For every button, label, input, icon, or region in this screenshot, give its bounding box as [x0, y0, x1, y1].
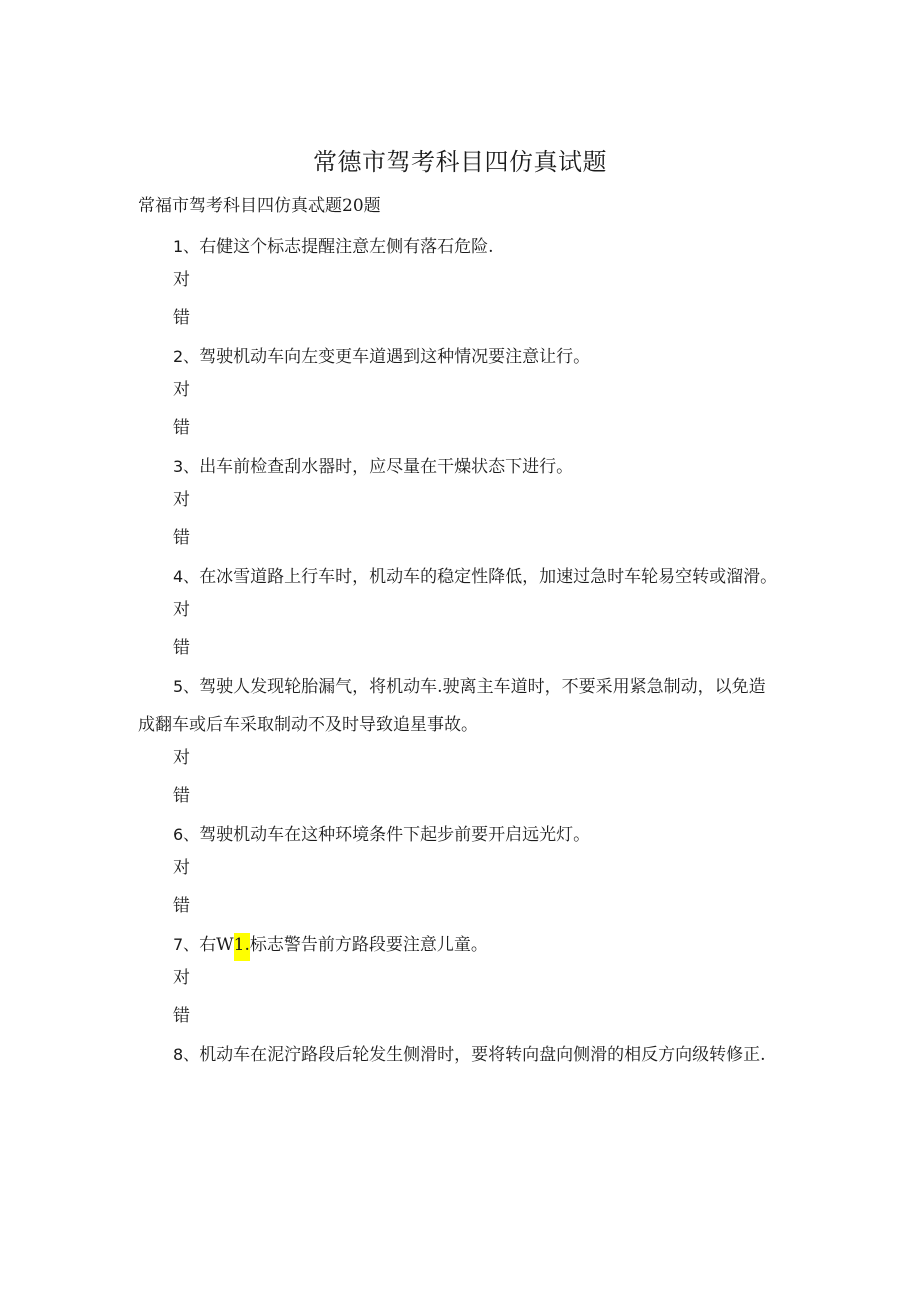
highlighted-text: 1. [234, 933, 250, 961]
question-text [138, 816, 778, 854]
document-title: 常德市驾考科目四仿真试题 [313, 148, 607, 176]
question-number: 5、 [173, 677, 200, 696]
question-8 [138, 1036, 778, 1074]
option-true[interactable]: 对 [173, 270, 190, 290]
question-body: 驾驶机动车在这种环境条件下起步前要开启远光灯。 [199, 825, 591, 845]
question-body-start: 右W [199, 935, 234, 955]
option-true[interactable]: 对 [173, 748, 190, 768]
question-body: 在冰雪道路上行车时，机动车的稳定性降低，加速过急时车轮易空转或溜滑。 [199, 567, 778, 587]
option-true[interactable]: 对 [173, 380, 190, 400]
option-true[interactable]: 对 [173, 600, 190, 620]
option-false[interactable]: 错 [173, 308, 190, 328]
option-false[interactable]: 错 [173, 1006, 190, 1026]
question-1 [138, 228, 778, 332]
option-true[interactable]: 对 [173, 968, 190, 988]
question-list [138, 228, 778, 1080]
question-6 [138, 816, 778, 920]
option-false[interactable]: 错 [173, 896, 190, 916]
question-number: 3、 [173, 457, 200, 476]
question-body-end: 标志警告前方路段要注意儿童。 [249, 935, 488, 955]
question-4 [138, 558, 778, 662]
question-number: 2、 [173, 347, 200, 366]
question-text [138, 448, 778, 486]
question-number: 1、 [173, 237, 200, 256]
option-false[interactable]: 错 [173, 528, 190, 548]
question-body: 出车前检查刮水器时，应尽量在干燥状态下进行。 [199, 457, 574, 477]
question-number: 6、 [173, 825, 200, 844]
option-false[interactable]: 错 [173, 786, 190, 806]
question-text [138, 228, 778, 266]
question-3 [138, 448, 778, 552]
question-text [138, 338, 778, 376]
question-text [138, 558, 778, 596]
question-7 [138, 926, 778, 1030]
option-true[interactable]: 对 [173, 490, 190, 510]
question-body: 右健这个标志提醒注意左侧有落石危险. [199, 237, 494, 257]
question-text [138, 1036, 778, 1074]
question-body: 机动车在泥泞路段后轮发生侧滑时，要将转向盘向侧滑的相反方向级转修正. [199, 1045, 766, 1065]
option-true[interactable]: 对 [173, 858, 190, 878]
question-body: 驾驶机动车向左变更车道遇到这种情况要注意让行。 [199, 347, 591, 367]
question-text [138, 668, 778, 744]
document-subtitle: 常福市驾考科目四仿真忒题20题 [138, 196, 381, 216]
question-number: 8、 [173, 1045, 200, 1064]
option-false[interactable]: 错 [173, 638, 190, 658]
question-5 [138, 668, 778, 810]
question-2 [138, 338, 778, 442]
question-number: 7、 [173, 935, 200, 954]
question-text [138, 926, 778, 964]
option-false[interactable]: 错 [173, 418, 190, 438]
question-body: 驾驶人发现轮胎漏气，将机动车.驶离主车道时，不要采用紧急制动，以免造成翻车或后车采取制动不及时导致追星事故。 [138, 677, 766, 735]
question-number: 4、 [173, 567, 200, 586]
